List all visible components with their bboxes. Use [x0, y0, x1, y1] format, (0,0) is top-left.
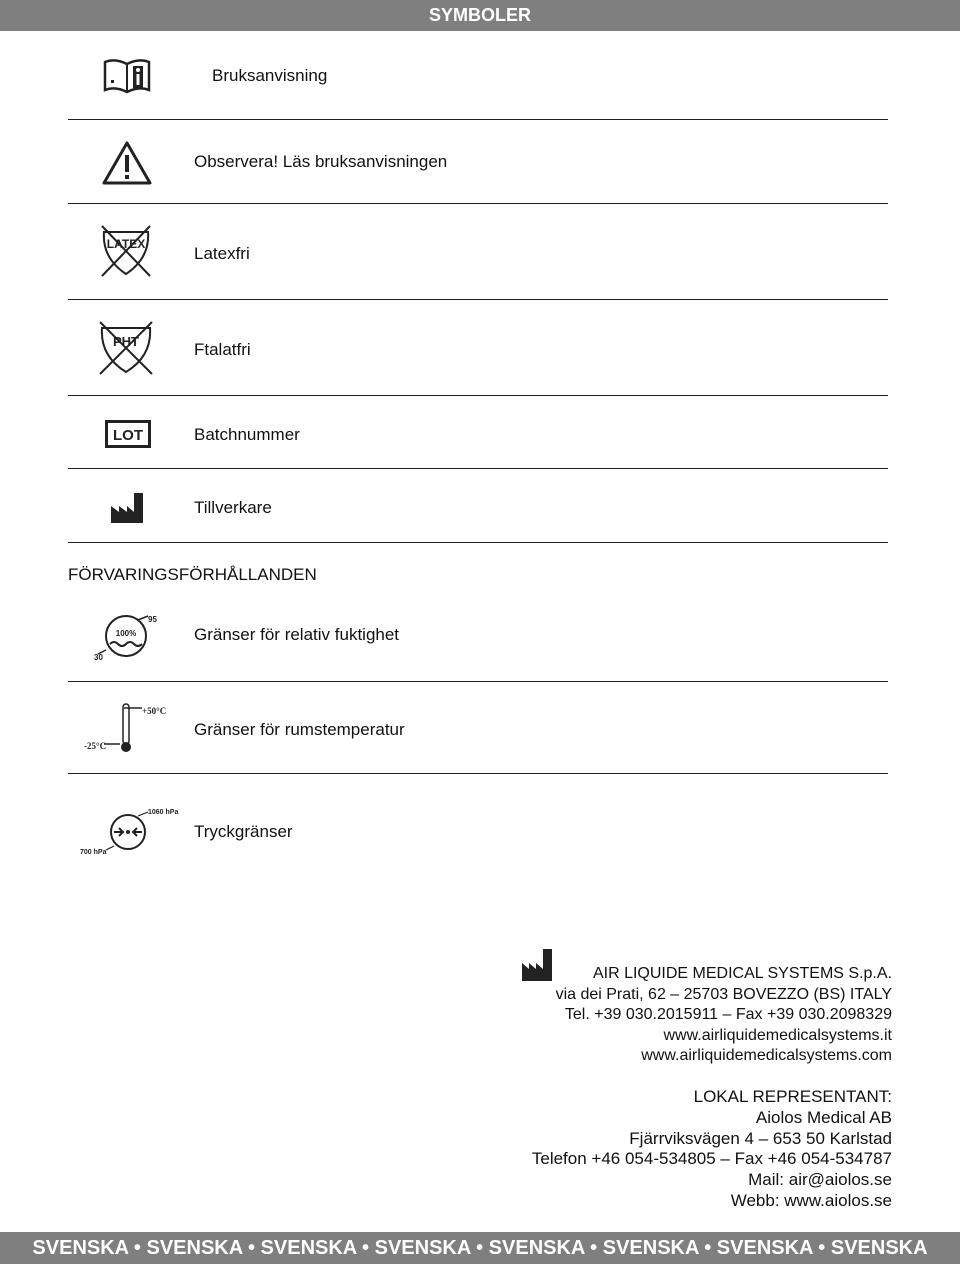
manufacturer-icon	[521, 948, 553, 982]
divider	[68, 468, 888, 469]
latex-free-icon	[98, 222, 154, 278]
temp-high-text: +50°C	[142, 706, 167, 716]
divider	[68, 203, 888, 204]
manufacturer-web-com: www.airliquidemedicalsystems.com	[641, 1047, 892, 1065]
manufacturer-icon	[110, 492, 144, 524]
storage-label-temperature: Gränser för rumstemperatur	[194, 720, 405, 739]
divider	[68, 681, 888, 682]
symbol-label-manufacturer: Tillverkare	[194, 498, 272, 517]
manufacturer-street: via dei Prati, 62 – 25703 BOVEZZO (BS) ITALY	[555, 985, 892, 1003]
representative-company: Aiolos Medical AB	[755, 1107, 892, 1127]
manufacturer-name: AIR LIQUIDE MEDICAL SYSTEMS S.p.A.	[592, 965, 892, 982]
pressure-limits-icon	[78, 806, 182, 858]
language-footer: SVENSKA • SVENSKA • SVENSKA • SVENSKA • SVENSKA • SVENSKA • SVENSKA • SVENSKA	[0, 1232, 960, 1264]
storage-heading: FÖRVARINGSFÖRHÅLLANDEN	[68, 565, 317, 584]
humidity-low-text: 30	[94, 653, 103, 662]
divider	[68, 395, 888, 396]
page-header: SYMBOLER	[0, 0, 960, 31]
symbol-label-warning: Observera! Läs bruksanvisningen	[194, 152, 448, 171]
symbol-label-pht: Ftalatfri	[194, 340, 251, 359]
warning-icon	[101, 140, 153, 186]
manual-icon	[103, 58, 151, 94]
temperature-limits-icon	[84, 702, 174, 754]
temp-low-text: -25°C	[84, 741, 107, 751]
representative-phone: Telefon +46 054-534805 – Fax +46 054-534787	[531, 1149, 892, 1169]
manufacturer-phone: Tel. +39 030.2015911 – Fax +39 030.2098329	[564, 1006, 892, 1024]
humidity-limits-icon	[92, 612, 160, 662]
representative-heading: LOKAL REPRESENTANT:	[693, 1087, 892, 1106]
symbol-label-latex: Latexfri	[194, 244, 250, 263]
phthalate-free-icon	[96, 318, 158, 376]
representative-web: Webb: www.aiolos.se	[730, 1190, 892, 1210]
lot-icon	[105, 420, 151, 448]
pressure-low-text: 700 hPa	[80, 849, 107, 856]
pressure-high-text: 1060 hPa	[148, 809, 179, 816]
lot-text: LOT	[113, 427, 143, 444]
representative-address: Fjärrviksvägen 4 – 653 50 Karlstad	[629, 1128, 892, 1148]
manufacturer-web-it: www.airliquidemedicalsystems.it	[663, 1026, 892, 1044]
local-representative	[532, 1087, 892, 1212]
representative-mail: Mail: air@aiolos.se	[748, 1170, 892, 1190]
humidity-pct-text: 100%	[115, 629, 137, 638]
manufacturer-address	[556, 964, 892, 1067]
divider	[68, 542, 888, 543]
symbol-label-lot: Batchnummer	[194, 425, 300, 444]
storage-label-pressure: Tryckgränser	[194, 822, 293, 841]
pht-text: PHT	[113, 334, 139, 349]
humidity-high-text: 95	[148, 615, 157, 624]
latex-text: LATEX	[106, 237, 146, 251]
symbol-label-manual: Bruksanvisning	[212, 66, 328, 85]
divider	[68, 773, 888, 774]
storage-label-humidity: Gränser för relativ fuktighet	[194, 625, 400, 644]
divider	[68, 299, 888, 300]
divider	[68, 119, 888, 120]
